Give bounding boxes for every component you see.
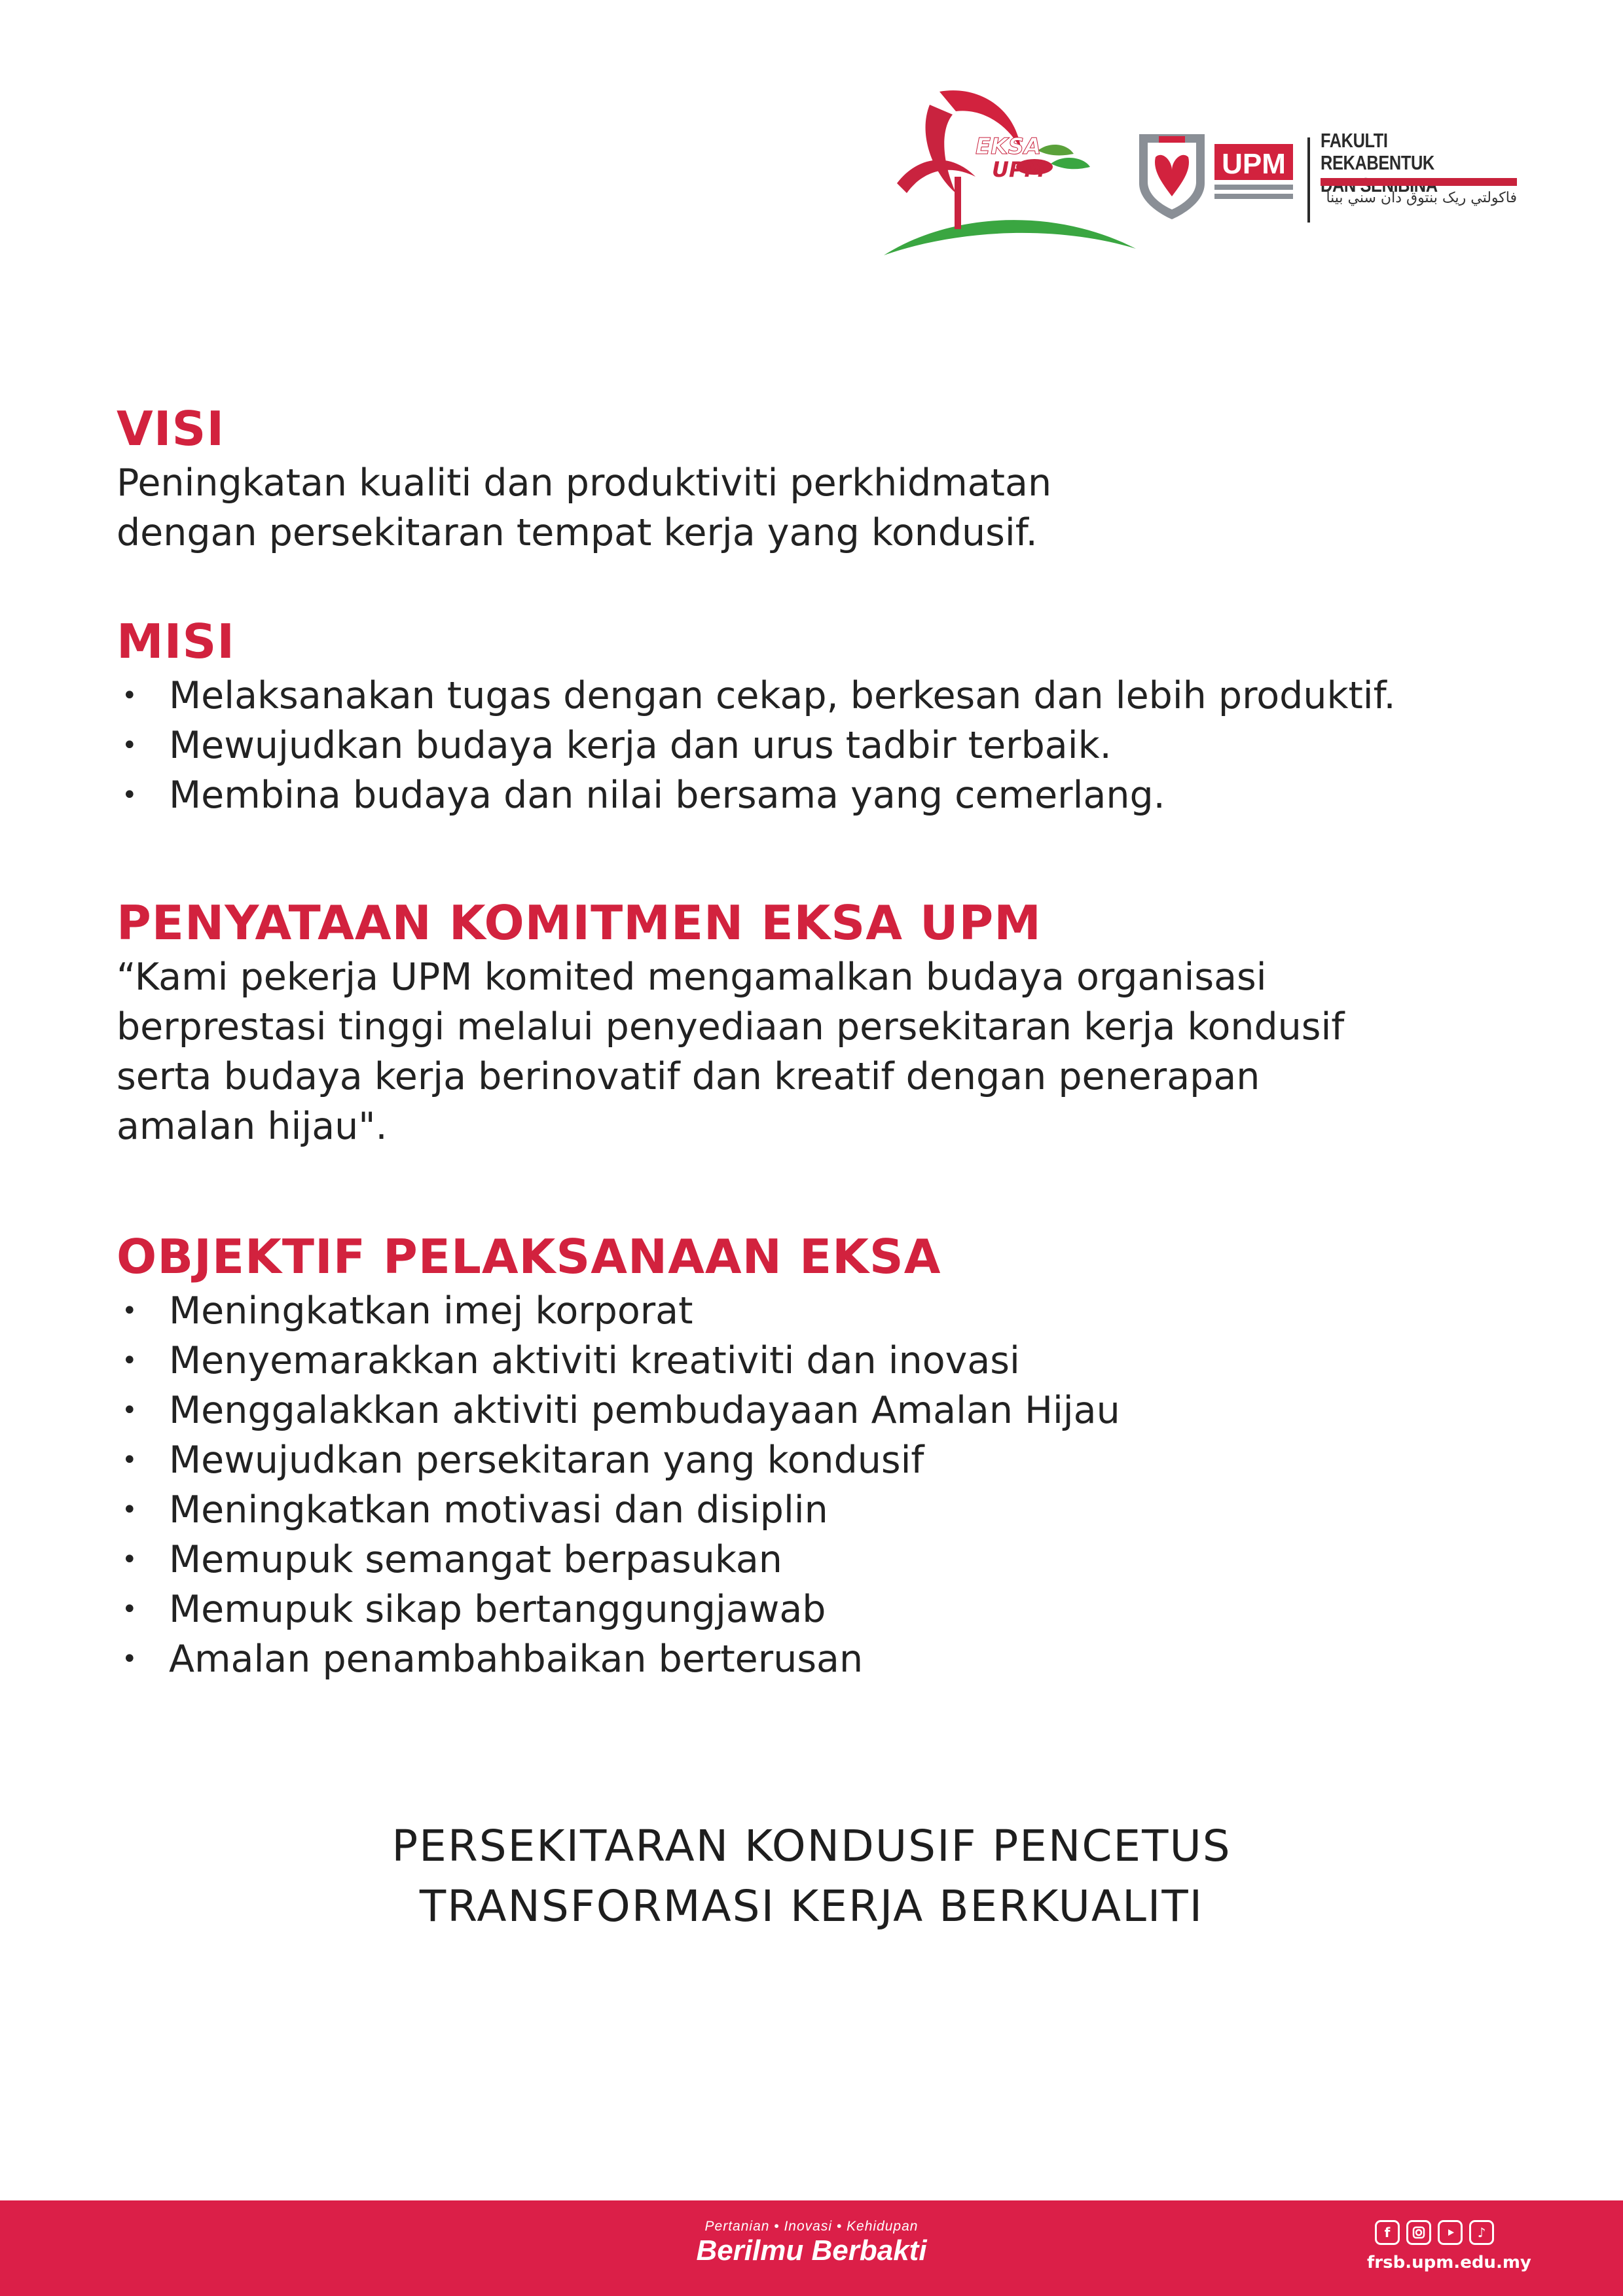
objektif-section [117,1227,1557,1684]
visi-section [117,399,1557,558]
komitmen-line: amalan hijau". [117,1105,388,1148]
bullet-icon: • [122,1644,137,1674]
objektif-list [117,1286,1557,1684]
bullet-icon: • [122,681,137,711]
faculty-name-line1: FAKULTI REKABENTUK [1321,129,1434,174]
list-item [117,1585,1557,1634]
list-item [117,1634,1557,1684]
bullet-icon: • [122,1395,137,1426]
upm-faculty-logo [1136,124,1535,242]
slogan-line1: PERSEKITARAN KONDUSIF PENCETUS [392,1821,1231,1871]
komitmen-line: “Kami pekerja UPM komited mengamalkan budaya organisasi [117,956,1267,999]
visi-line: Peningkatan kualiti dan produktiviti perkhidmatan [117,461,1052,505]
bullet-icon: • [122,1346,137,1376]
list-item-text: Menggalakkan aktiviti pembudayaan Amalan Hijau [169,1389,1120,1432]
komitmen-heading: PENYATAAN KOMITMEN EKSA UPM [117,895,1042,950]
header-logos [877,72,1532,262]
visi-heading: VISI [117,401,225,456]
upm-shield-icon [1136,131,1208,223]
list-item-text: Meningkatkan imej korporat [169,1289,693,1333]
facebook-icon[interactable]: f [1375,2220,1400,2245]
misi-list [117,671,1557,820]
bullet-icon: • [122,1594,137,1624]
objektif-heading: OBJEKTIF PELAKSANAAN EKSA [117,1229,941,1284]
list-item-text: Memupuk sikap bertanggungjawab [169,1588,826,1631]
bullet-icon: • [122,1545,137,1575]
misi-section [117,612,1557,820]
komitmen-line: serta budaya kerja berinovatif dan kreatif dengan penerapan [117,1055,1260,1098]
bullet-icon: • [122,1445,137,1475]
upm-logo-text: UPM [1222,148,1286,180]
instagram-icon[interactable] [1406,2220,1431,2245]
list-item [117,1435,1557,1485]
visi-line: dengan persekitaran tempat kerja yang kondusif. [117,511,1038,554]
list-item-text: Membina budaya dan nilai bersama yang cemerlang. [169,774,1165,817]
website-link[interactable]: frsb.upm.edu.my [1367,2253,1531,2272]
bullet-icon: • [122,1296,137,1326]
list-item-text: Amalan penambahbaikan berterusan [169,1638,864,1681]
tiktok-icon[interactable]: ♪ [1469,2220,1494,2245]
list-item [117,721,1557,770]
upm-wordmark [1214,144,1293,206]
faculty-name [1321,130,1498,196]
list-item [117,1286,1557,1336]
faculty-name-jawi: فاکولتي ريک بنتوق دان سني بينا [1326,190,1517,206]
youtube-icon[interactable] [1438,2220,1463,2245]
social-links [1367,2220,1531,2286]
footer-tagline-small: Pertanian • Inovasi • Kehidupan [704,2219,919,2234]
bullet-icon: • [122,780,137,810]
list-item-text: Mewujudkan persekitaran yang kondusif [169,1439,924,1482]
list-item [117,770,1557,820]
list-item [117,1535,1557,1585]
komitmen-section [117,893,1557,1151]
list-item [117,1386,1557,1435]
slogan [0,1816,1623,1937]
list-item [117,671,1557,721]
svg-text:EKSA: EKSA [976,134,1042,160]
komitmen-line: berprestasi tinggi melalui penyediaan persekitaran kerja kondusif [117,1005,1345,1049]
faculty-accent-bar [1321,178,1517,186]
misi-heading: MISI [117,614,236,669]
list-item [117,1336,1557,1386]
list-item-text: Menyemarakkan aktiviti kreativiti dan inovasi [169,1339,1020,1382]
list-item-text: Memupuk semangat berpasukan [169,1538,782,1581]
list-item [117,1485,1557,1535]
footer-tagline: Berilmu Berbakti [696,2234,927,2267]
slogan-line2: TRANSFORMASI KERJA BERKUALITI [419,1881,1204,1931]
eksa-upm-logo [877,79,1139,262]
bullet-icon: • [122,1495,137,1525]
svg-text:UPM: UPM [992,157,1046,182]
list-item-text: Mewujudkan budaya kerja dan urus tadbir terbaik. [169,724,1112,767]
list-item-text: Melaksanakan tugas dengan cekap, berkesan dan lebih produktif. [169,674,1396,717]
logo-divider [1307,137,1310,223]
list-item-text: Meningkatkan motivasi dan disiplin [169,1488,828,1532]
bullet-icon: • [122,730,137,761]
footer-bar [0,2200,1623,2296]
social-icons [1375,2220,1494,2245]
